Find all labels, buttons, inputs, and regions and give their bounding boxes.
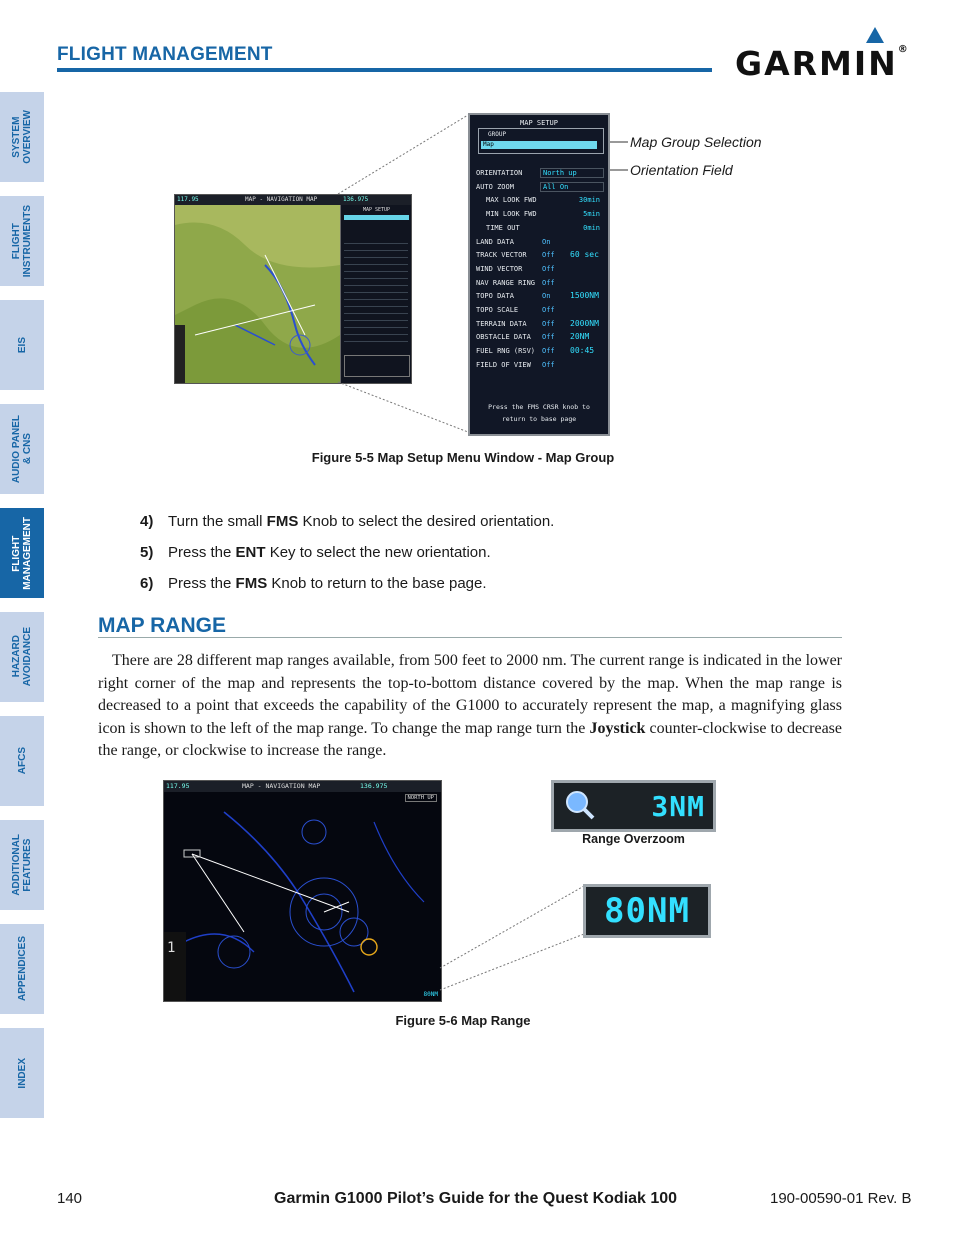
group-label: GROUP [488, 131, 507, 138]
small-menu-title: MAP SETUP [362, 207, 391, 213]
side-tab-label: FLIGHT MANAGEMENT [11, 516, 33, 590]
step-number: 4) [140, 513, 154, 530]
callout-orientation-field: Orientation Field [630, 162, 733, 178]
fig2-title: MAP - NAVIGATION MAP [242, 782, 321, 790]
menu-row-value[interactable]: 30min [578, 196, 600, 205]
menu-row-label: TRACK VECTOR [476, 251, 527, 260]
menu-row-range[interactable]: 2000NM [570, 318, 599, 328]
menu-row-value[interactable]: Off [542, 251, 555, 260]
menu-row-label: OBSTACLE DATA [476, 333, 531, 342]
menu-row-label: FUEL RNG (RSV) [476, 347, 536, 356]
menu-row-value[interactable]: All On [540, 182, 604, 192]
section-title: MAP RANGE [98, 614, 226, 637]
menu-row-label: ORIENTATION [476, 169, 523, 177]
side-tab-label: EIS [16, 336, 28, 354]
menu-footer-hint: Press the FMS CRSR knob to return to base page [488, 403, 590, 423]
fig2-north-up: NORTH UP [405, 794, 438, 802]
menu-row-label: MIN LOOK FWD [486, 210, 537, 219]
small-com-freq: 117.95 [177, 196, 199, 203]
menu-row-label: TIME OUT [486, 223, 520, 232]
side-tab-label: SYSTEM OVERVIEW [11, 110, 33, 164]
joystick-key: Joystick [589, 719, 646, 737]
step-key: ENT [235, 544, 266, 561]
figure2-caption: Figure 5-6 Map Range [395, 1013, 531, 1028]
section-header-title: FLIGHT MANAGEMENT [57, 44, 273, 65]
menu-row-label: AUTO ZOOM [476, 182, 514, 191]
footer-title: Garmin G1000 Pilot’s Guide for the Quest Kodiak 100 [274, 1190, 678, 1207]
callout-map-group-selection: Map Group Selection [630, 134, 762, 150]
step-key: FMS [266, 513, 299, 530]
section-paragraph: There are 28 different map ranges available, from 500 feet to 2000 nm. The current range is indicated in the lower right corner of the map and represents the top-to-bottom distance covered by the map. When the map range is decreased to a point that exceeds the capability of the G1000 to accurately represent the map, a magnifying glass icon is shown to the left of the map range. To change the map range turn the Joystick counter-clockwise to decrease the range, or clockwise to increase the range. [98, 652, 843, 760]
menu-title: MAP SETUP [520, 119, 558, 127]
menu-row-label: TOPO DATA [476, 292, 514, 301]
range-overzoom-display [551, 780, 716, 832]
small-title: MAP - NAVIGATION MAP [245, 196, 318, 203]
side-tab-label: INDEX [16, 1057, 28, 1089]
menu-row-value[interactable]: On [542, 237, 551, 246]
menu-row-label: NAV RANGE RING [476, 278, 536, 287]
fig2-nav-freq: 136.975 [360, 782, 388, 790]
doc-number: 190-00590-01 Rev. B [770, 1190, 912, 1207]
menu-row-label: LAND DATA [476, 237, 514, 246]
overzoom-range-value: 3NM [651, 789, 705, 823]
figure1-caption: Figure 5-5 Map Setup Menu Window - Map Group [311, 450, 615, 465]
magnifying-glass-icon [562, 789, 596, 823]
step-number: 5) [140, 544, 154, 561]
step-text: Press the FMS Knob to return to the base page. [168, 575, 487, 592]
side-tab-label: AUDIO PANEL & CNS [11, 414, 33, 484]
menu-row-label: TOPO SCALE [476, 306, 519, 314]
menu-row-label: WIND VECTOR [476, 264, 523, 273]
menu-row-value[interactable]: On [542, 292, 551, 301]
range-value: 80NM [604, 891, 690, 931]
side-tab-label: FLIGHT INSTRUMENTS [11, 204, 33, 278]
menu-row-value[interactable]: 5min [583, 210, 600, 219]
side-tab-label: AFCS [16, 747, 28, 775]
menu-row-value[interactable]: Off [542, 333, 555, 342]
menu-row-value[interactable]: Off [542, 360, 555, 369]
garmin-logo: GARMIN® [735, 44, 910, 83]
range-display [583, 884, 711, 938]
side-tab-label: ADDITIONAL FEATURES [11, 834, 33, 896]
step-number: 6) [140, 575, 154, 592]
svg-text:1: 1 [167, 940, 176, 956]
fig2-com-freq: 117.95 [166, 782, 190, 790]
menu-row-value[interactable]: 0min [583, 223, 600, 232]
menu-row-range[interactable]: 60 sec [570, 250, 599, 260]
menu-row-value[interactable]: Off [542, 347, 555, 356]
step-text: Press the ENT Key to select the new orientation. [168, 544, 491, 561]
menu-row-value[interactable]: Off [542, 319, 555, 328]
menu-row-range[interactable]: 00:45 [570, 346, 595, 356]
page-number: 140 [57, 1190, 83, 1207]
side-tab-label: APPENDICES [16, 936, 28, 1002]
menu-row-value[interactable]: Off [542, 278, 555, 287]
side-tab-label: HAZARD AVOIDANCE [11, 627, 33, 687]
step-key: FMS [235, 575, 268, 592]
small-nav-freq: 136.975 [343, 196, 369, 203]
fig2-range-label: 80NM [423, 991, 438, 998]
group-value: Map [483, 141, 494, 148]
menu-row-label: MAX LOOK FWD [486, 196, 537, 205]
range-overzoom-label: Range Overzoom [582, 832, 685, 846]
menu-row-value[interactable]: Off [542, 306, 555, 314]
menu-row-value[interactable]: Off [542, 264, 555, 273]
menu-row-range[interactable]: 20NM [570, 332, 590, 342]
orientation-field[interactable]: North up [540, 168, 604, 178]
step-text: Turn the small FMS Knob to select the desired orientation. [168, 513, 555, 530]
menu-row-label: FIELD OF VIEW [476, 360, 531, 369]
menu-row-label: TERRAIN DATA [476, 319, 527, 328]
menu-row-range[interactable]: 1500NM [570, 291, 599, 301]
